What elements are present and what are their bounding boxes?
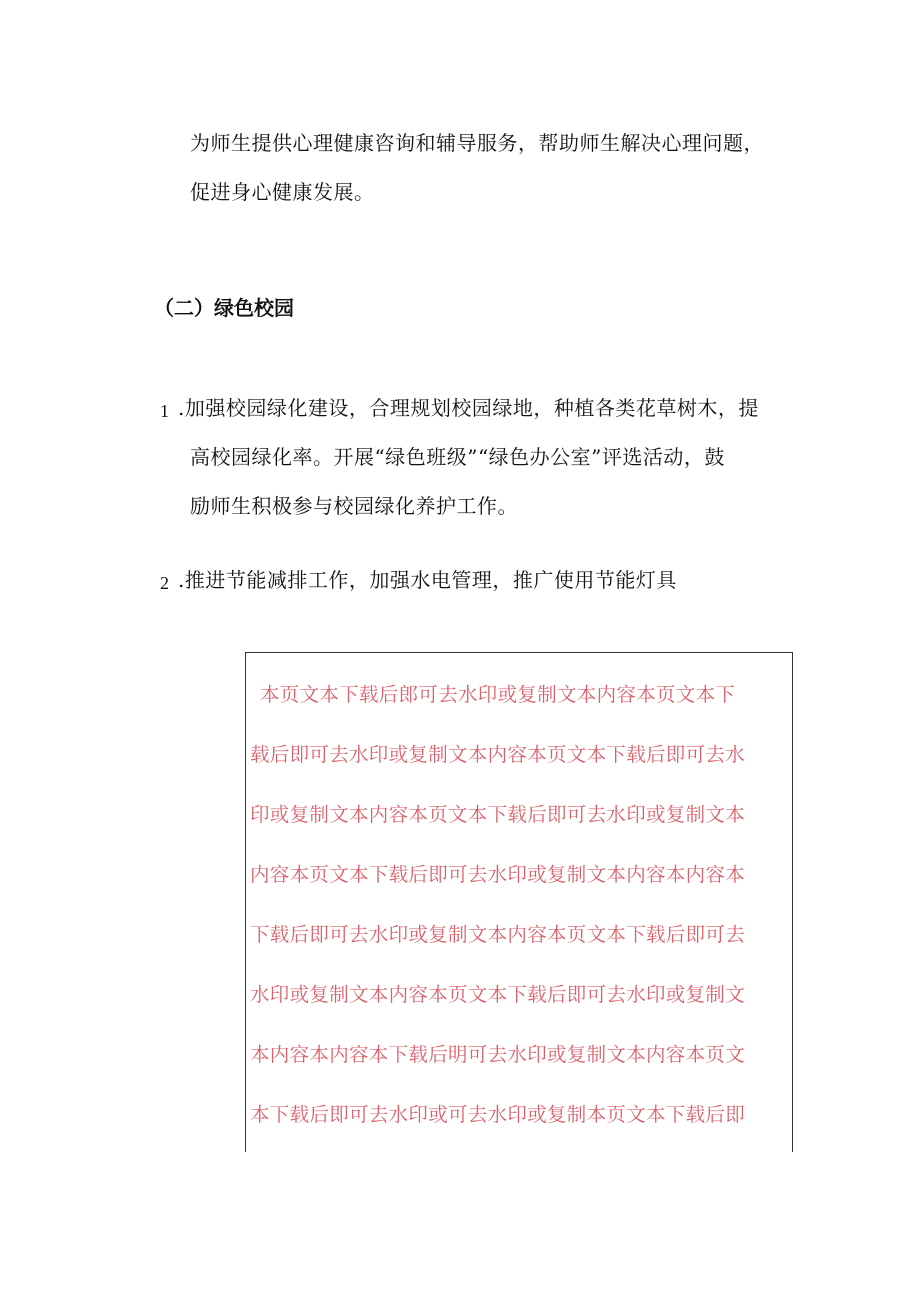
item-number: 2 <box>160 573 169 593</box>
item-2-line-1: .推进节能减排工作，加强水电管理，推广使用节能灯具 <box>178 568 677 592</box>
intro-line-1: 为师生提供心理健康咨询和辅导服务，帮助师生解决心理问题， <box>190 131 764 155</box>
notice-line-8: 本下载后即可去水印或可去水印或复制本页文本下载后即 <box>250 1103 746 1126</box>
notice-line-7: 本内容本内容本下载后明可去水印或复制文本内容本页文 <box>250 1043 746 1066</box>
notice-line-6: 水印或复制文本内容本页文本下载后即可去水印或复制文 <box>250 983 746 1006</box>
download-notice-box <box>245 652 793 1152</box>
item-1-line-3: 励师生积极参与校园绿化养护工作。 <box>190 494 518 518</box>
notice-line-5: 下载后即可去水印或复制文本内容本页文本下载后即可去 <box>250 923 746 946</box>
item-number: 1 <box>160 401 169 421</box>
item-1-line-1: .加强校园绿化建设，合理规划校园绿地，种植各类花草树木，提 <box>178 396 759 420</box>
notice-line-4: 内容本页文本下载后即可去水印或复制文本内容本内容本 <box>250 863 746 886</box>
intro-line-2: 促进身心健康发展。 <box>190 180 375 204</box>
notice-line-1: 本页文本下载后郎可去水印或复制文本内容本页文本下 <box>260 683 736 706</box>
item-1-line-2: 高校园绿化率。开展“绿色班级”“绿色办公室”评选活动，鼓 <box>190 445 725 469</box>
notice-line-2: 载后即可去水印或复制文本内容本页文本下载后即可去水 <box>250 743 746 766</box>
notice-line-3: 印或复制文本内容本页文本下载后即可去水印或复制文本 <box>250 803 746 826</box>
section-heading: （二）绿色校园 <box>154 296 294 320</box>
